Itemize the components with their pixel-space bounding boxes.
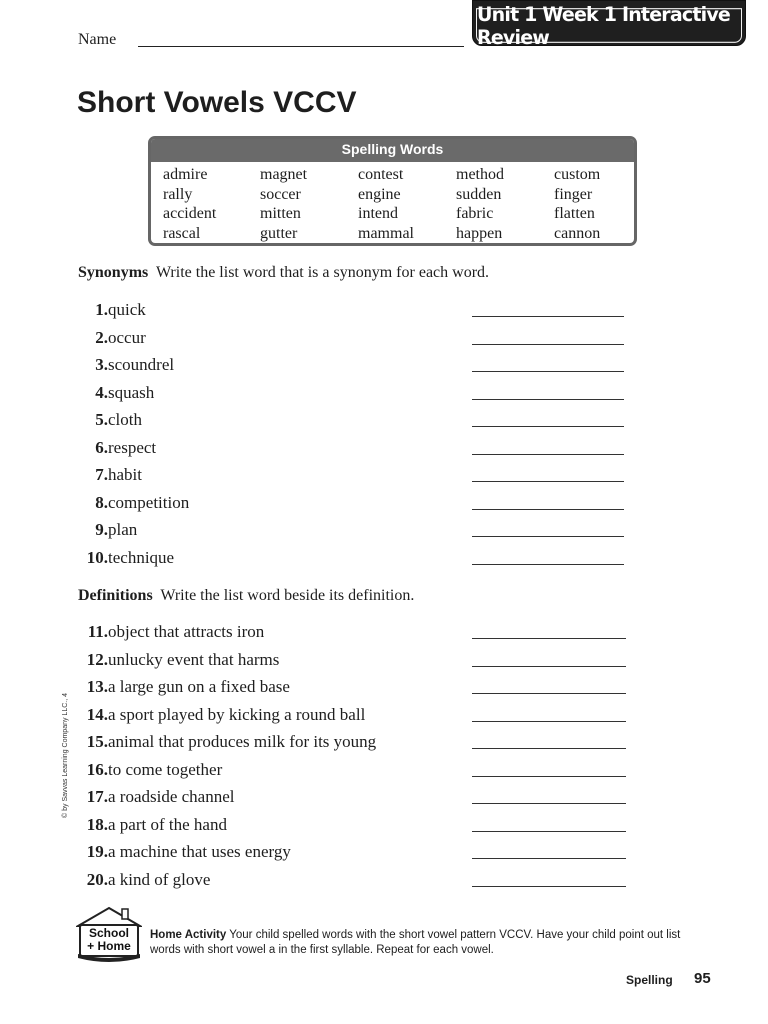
item-prompt: technique [108,547,175,567]
answer-blank[interactable] [472,721,626,722]
unit-banner-text: Unit 1 Week 1 Interactive Review [476,8,742,43]
exercise-item [78,870,638,894]
spelling-word: happen [456,224,503,242]
home-activity-note [150,928,705,958]
unit-banner [472,0,746,49]
spelling-word: magnet [260,166,308,183]
exercise-item [78,677,638,701]
name-field-line[interactable] [138,46,464,47]
spelling-word: method [456,166,504,183]
synonyms-label: Synonyms [78,264,149,281]
item-prompt: quick [108,300,146,319]
item-prompt: scoundrel [108,355,175,374]
spelling-word: admire [163,166,208,183]
page-title: Short Vowels VCCV [77,86,357,119]
item-prompt: plan [108,520,138,539]
logo-line-1: School [88,926,130,940]
item-prompt: competition [108,492,190,512]
home-activity-text: Your child spelled words with the short vowel pattern VCCV. Have your child point out list words with short vowel a in the first syllable. Repeat for each vowel. [150,929,681,956]
item-number: 8. [95,492,108,512]
exercise-item [78,300,638,324]
definitions-heading [78,587,414,605]
spelling-word: rally [163,185,193,203]
item-number: 13. [86,677,108,696]
answer-blank[interactable] [472,831,626,832]
spelling-word: intend [358,205,398,222]
answer-blank[interactable] [472,509,624,510]
logo-line-2: + Home [87,939,131,953]
answer-blank[interactable] [472,344,624,345]
item-number: 20. [86,869,108,889]
item-number: 17. [86,787,108,806]
answer-blank[interactable] [472,886,626,887]
item-number: 16. [86,759,108,779]
spelling-word: fabric [456,205,494,222]
exercise-item [78,355,638,379]
spelling-word: accident [163,205,217,222]
exercise-item [78,410,638,434]
answer-blank[interactable] [472,454,624,455]
exercise-item [78,465,638,489]
item-prompt: a machine that uses energy [108,842,291,861]
item-prompt: to come together [108,759,223,779]
answer-blank[interactable] [472,316,624,317]
exercise-item [78,383,638,407]
item-number: 4. [95,382,108,402]
item-number: 6. [95,437,108,457]
exercise-item [78,493,638,517]
answer-blank[interactable] [472,481,624,482]
item-prompt: a kind of glove [108,869,211,889]
school-home-logo [76,906,142,964]
spelling-word: flatten [554,205,595,222]
item-number: 7. [95,465,108,484]
footer-subject: Spelling [626,973,673,987]
spelling-word: soccer [260,185,301,203]
exercise-item [78,815,638,839]
exercise-item [78,520,638,544]
page-number: 95 [694,970,711,987]
copyright-notice: © by Savvas Learning Company LLC., 4 [62,692,69,818]
definitions-instruction: Write the list word beside its definition. [160,587,415,604]
exercise-item [78,438,638,462]
item-number: 2. [95,327,108,347]
item-prompt: squash [108,382,155,402]
item-prompt: a part of the hand [108,814,227,834]
spelling-word: rascal [163,224,201,242]
item-prompt: a roadside channel [108,787,235,806]
answer-blank[interactable] [472,371,624,372]
answer-blank[interactable] [472,666,626,667]
exercise-item [78,548,638,572]
spelling-word: sudden [456,185,502,203]
exercise-item [78,842,638,866]
synonyms-instruction: Write the list word that is a synonym for each word. [155,264,490,281]
item-number: 10. [86,547,108,567]
exercise-item [78,622,638,646]
name-label: Name [78,31,117,48]
home-activity-label: Home Activity [150,929,227,941]
answer-blank[interactable] [472,748,626,749]
exercise-item [78,760,638,784]
item-number: 12. [86,649,108,669]
item-prompt: unlucky event that harms [108,649,280,669]
item-number: 11. [87,622,108,641]
exercise-item [78,732,638,756]
answer-blank[interactable] [472,564,624,565]
answer-blank[interactable] [472,776,626,777]
spelling-word: custom [554,166,601,183]
item-prompt: occur [108,327,146,347]
answer-blank[interactable] [472,536,624,537]
item-number: 5. [95,410,108,429]
item-prompt: object that attracts iron [108,622,265,641]
item-prompt: respect [108,437,157,457]
item-number: 19. [86,842,108,861]
synonyms-heading [78,264,489,282]
spelling-words-grid [151,162,634,243]
answer-blank[interactable] [472,426,624,427]
item-number: 18. [86,814,108,834]
spelling-word: cannon [554,224,601,242]
answer-blank[interactable] [472,638,626,639]
item-number: 3. [95,355,108,374]
item-number: 9. [95,520,108,539]
definitions-label: Definitions [78,587,153,604]
spelling-words-box [148,136,637,246]
item-number: 15. [86,732,108,751]
exercise-item [78,787,638,811]
item-number: 1. [95,300,108,319]
spelling-word: engine [358,185,401,203]
item-prompt: cloth [108,410,142,429]
spelling-words-heading: Spelling Words [151,139,634,162]
spelling-word: contest [358,166,404,183]
answer-blank[interactable] [472,803,626,804]
spelling-word: gutter [260,224,298,242]
item-prompt: a sport played by kicking a round ball [108,704,366,724]
answer-blank[interactable] [472,693,626,694]
exercise-item [78,328,638,352]
item-number: 14. [86,704,108,724]
item-prompt: animal that produces milk for its young [108,732,377,751]
item-prompt: a large gun on a fixed base [108,677,290,696]
spelling-word: finger [554,185,593,203]
spelling-word: mammal [358,224,414,242]
item-prompt: habit [108,465,142,484]
exercise-item [78,650,638,674]
spelling-word: mitten [260,205,301,222]
answer-blank[interactable] [472,399,624,400]
exercise-item [78,705,638,729]
answer-blank[interactable] [472,858,626,859]
